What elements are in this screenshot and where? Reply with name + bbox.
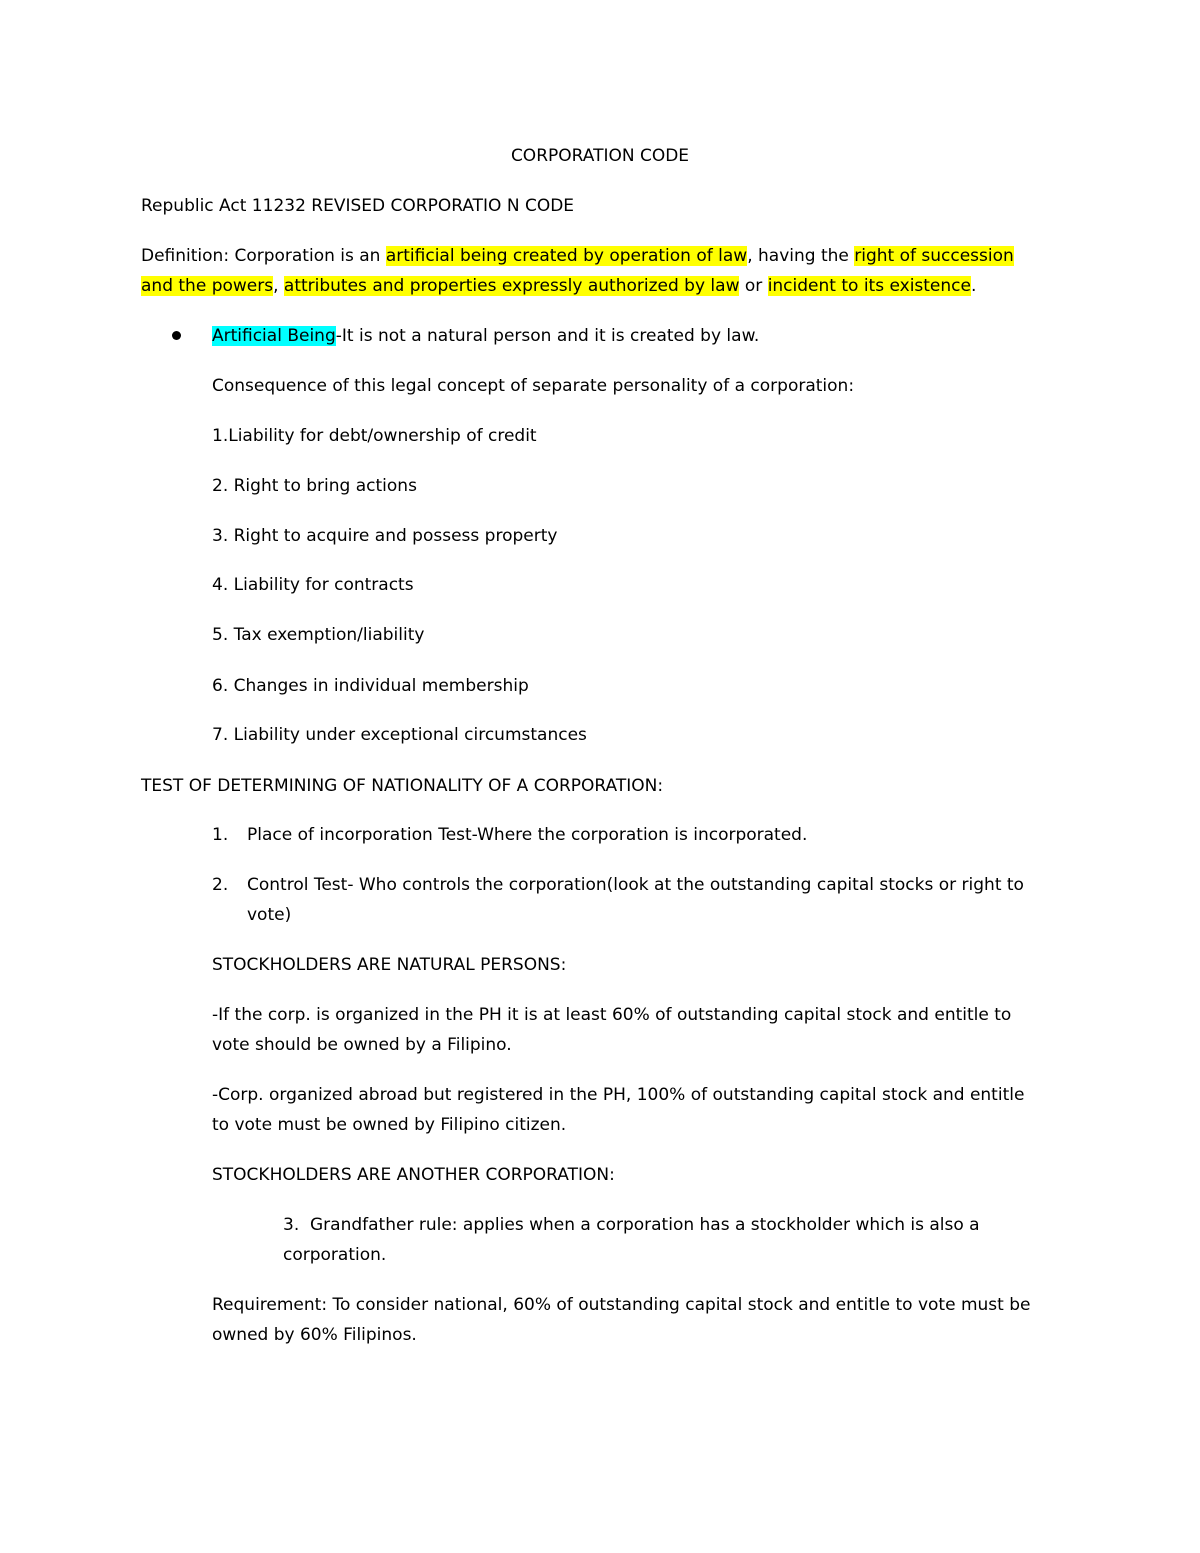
definition-label: Definition: Corporation is an — [141, 246, 386, 266]
consequence-item: 1.Liability for debt/ownership of credit — [212, 426, 537, 446]
highlight-powers: and the powers — [141, 276, 274, 296]
definition-line-2 — [141, 275, 976, 297]
grandfather-number: 3. — [283, 1215, 300, 1235]
definition-text: , having the — [747, 246, 855, 266]
consequence-item: 6. Changes in individual membership — [212, 676, 529, 696]
document-title: CORPORATION CODE — [510, 146, 690, 166]
test-number: 1. — [212, 825, 229, 845]
highlight-attributes: attributes and properties expressly authorized by law — [283, 276, 740, 296]
definition-line-1 — [141, 245, 1014, 267]
requirement: Requirement: To consider national, 60% of outstanding capital stock and entitle to vote must be — [212, 1295, 1031, 1315]
test-heading: TEST OF DETERMINING OF NATIONALITY OF A CORPORATION: — [141, 776, 664, 796]
natural-rule-2-continued: to vote must be owned by Filipino citizen. — [212, 1115, 567, 1135]
definition-text: , — [273, 276, 284, 296]
natural-rule-1-continued: vote should be owned by a Filipino. — [212, 1035, 512, 1055]
artificial-being-desc: -It is not a natural person and it is created by law. — [335, 326, 760, 346]
natural-persons-heading: STOCKHOLDERS ARE NATURAL PERSONS: — [212, 955, 567, 975]
highlight-incident: incident to its existence — [767, 276, 971, 296]
requirement-continued: owned by 60% Filipinos. — [212, 1325, 417, 1345]
another-corporation-heading: STOCKHOLDERS ARE ANOTHER CORPORATION: — [212, 1165, 615, 1185]
test-item: Control Test- Who controls the corporation(look at the outstanding capital stocks or right to — [247, 875, 1024, 895]
definition-end: . — [970, 276, 977, 296]
definition-text: or — [739, 276, 768, 296]
subtitle: Republic Act 11232 REVISED CORPORATIO N CODE — [141, 196, 575, 216]
highlight-artificial-being-term: Artificial Being — [212, 326, 336, 346]
grandfather-rule: Grandfather rule: applies when a corporation has a stockholder which is also a — [310, 1215, 980, 1235]
grandfather-rule-continued: corporation. — [283, 1245, 387, 1265]
consequence-heading: Consequence of this legal concept of separate personality of a corporation: — [212, 376, 855, 396]
test-item-continued: vote) — [247, 905, 292, 925]
bullet-icon — [172, 331, 181, 340]
test-item: Place of incorporation Test-Where the corporation is incorporated. — [247, 825, 808, 845]
consequence-item: 7. Liability under exceptional circumstances — [212, 725, 587, 745]
highlight-right-of-succession: right of succession — [854, 246, 1014, 266]
test-number: 2. — [212, 875, 229, 895]
highlight-artificial-being: artificial being created by operation of law — [385, 246, 748, 266]
consequence-item: 3. Right to acquire and possess property — [212, 526, 558, 546]
consequence-item: 5. Tax exemption/liability — [212, 625, 425, 645]
consequence-item: 4. Liability for contracts — [212, 575, 414, 595]
consequence-item: 2. Right to bring actions — [212, 476, 417, 496]
natural-rule-1: -If the corp. is organized in the PH it is at least 60% of outstanding capital stock and entitle to — [212, 1005, 1012, 1025]
artificial-being-item — [212, 325, 759, 347]
natural-rule-2: -Corp. organized abroad but registered in the PH, 100% of outstanding capital stock and entitle — [212, 1085, 1025, 1105]
